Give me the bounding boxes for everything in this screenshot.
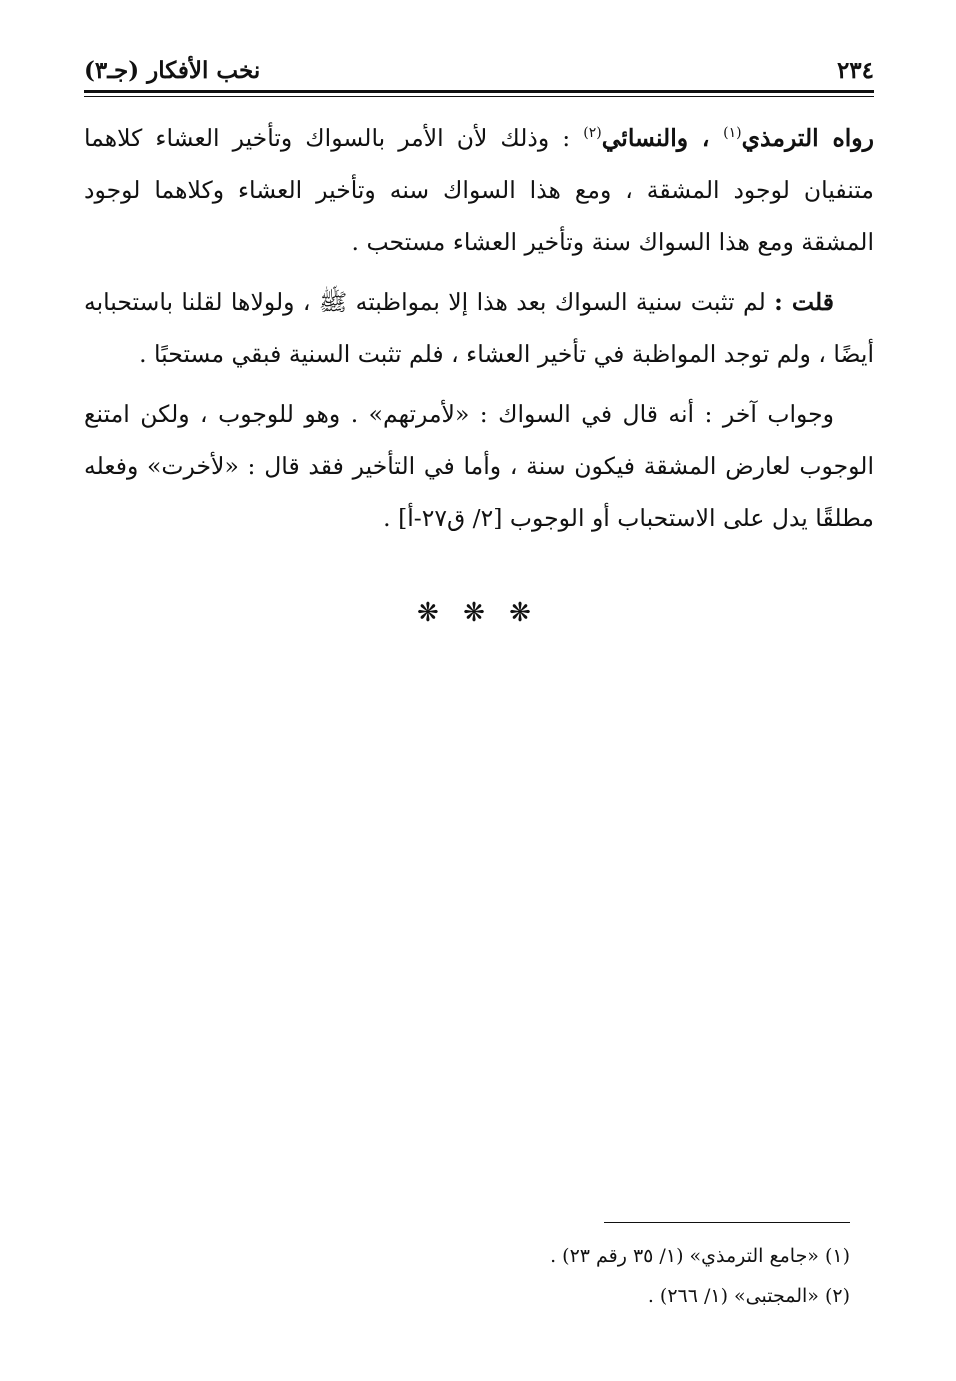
page-number: ٢٣٤ bbox=[836, 56, 874, 84]
page-header bbox=[84, 52, 874, 88]
footnote-text: «جامع الترمذي» (١/ ٣٥ رقم ٢٣) . bbox=[550, 1245, 819, 1267]
header-rule-thin bbox=[84, 96, 874, 97]
paragraph-1-text: : وذلك لأن الأمر بالسواك وتأخير العشاء كلاهما متنفيان لوجود المشقة ، ومع هذا السواك سنه وتأخير العشاء وكلاهما لوجود المشقة ومع هذا السواك سنة وتأخير العشاء مستحب . bbox=[84, 124, 874, 256]
footnote-1 bbox=[84, 1236, 850, 1276]
paragraph-2 bbox=[84, 276, 874, 380]
paragraph-3 bbox=[84, 388, 874, 544]
footnote-2 bbox=[84, 1276, 850, 1316]
footnote-number: (١) bbox=[824, 1245, 850, 1267]
footnote-number: (٢) bbox=[824, 1285, 850, 1307]
narrator-nasai: والنسائي bbox=[601, 124, 689, 152]
book-title: نخب الأفكار (جـ٣) bbox=[84, 56, 261, 84]
footnote-rule bbox=[604, 1222, 850, 1223]
paragraph-2-text: لم تثبت سنية السواك بعد هذا إلا بمواظبته ﷺ ، ولولاها لقلنا باستحبابه أيضًا ، ولم توجد المواظبة في تأخير العشاء ، فلم تثبت السنية فبقي مستحبًا . bbox=[84, 288, 874, 368]
paragraph-1 bbox=[84, 112, 874, 268]
header-rule bbox=[84, 90, 874, 93]
main-text bbox=[84, 112, 874, 552]
separator-comma: ، bbox=[688, 124, 724, 152]
qultu-label: قلت : bbox=[774, 288, 834, 316]
footnotes bbox=[84, 1236, 850, 1316]
footnote-ref-1: (١) bbox=[723, 125, 742, 142]
footnote-text: «المجتبى» (١/ ٢٦٦) . bbox=[647, 1285, 819, 1307]
narrator-tirmidhi: رواه الترمذي bbox=[741, 124, 874, 152]
section-separator: ❋ ❋ ❋ bbox=[417, 598, 539, 628]
paragraph-3-text: وجواب آخر : أنه قال في السواك : «لأمرتهم» . وهو للوجوب ، ولكن امتنع الوجوب لعارض المشقة فيكون سنة ، وأما في التأخير فقد قال : «لأخرت» وفعله مطلقًا يدل على الاستحباب أو الوجوب [٢/ ق٢٧-أ] . bbox=[84, 400, 874, 532]
footnote-ref-2: (٢) bbox=[583, 125, 602, 142]
